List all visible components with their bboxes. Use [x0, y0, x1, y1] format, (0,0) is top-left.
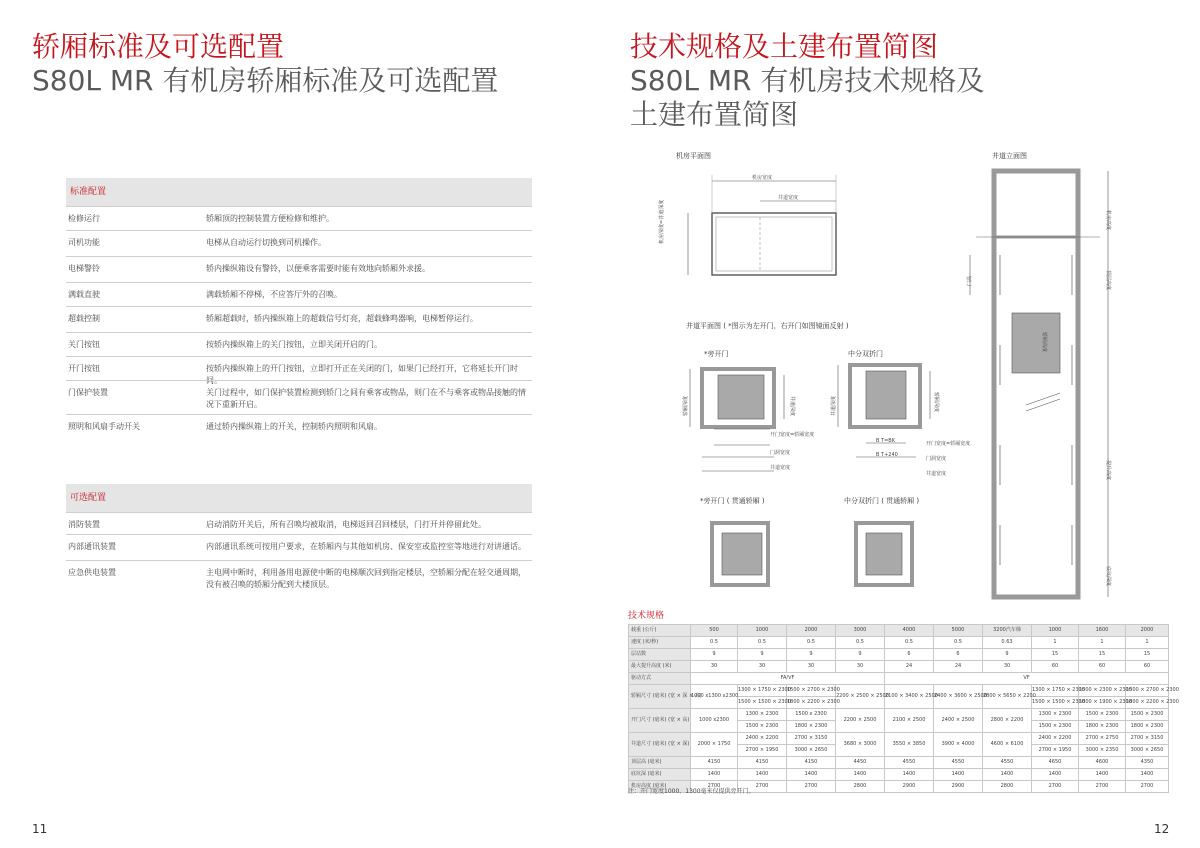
- table-cell: 2700 × 3150: [1126, 733, 1169, 745]
- table-cell: 9: [836, 649, 885, 661]
- right-subtitle-line2: 土建布置简图: [630, 98, 799, 131]
- table-cell: 4150: [738, 757, 787, 769]
- label-hw-width-side: 井道宽度: [770, 465, 791, 471]
- row-label: 顶层高 (毫米): [629, 757, 691, 769]
- table-row: [629, 685, 1169, 697]
- table-cell: 30: [983, 661, 1032, 673]
- feature-row: [66, 560, 532, 593]
- table-cell: 2900: [934, 781, 983, 793]
- row-label: 驱动方式: [629, 673, 691, 685]
- feature-row: [66, 414, 532, 435]
- label-bt-240: B T+240: [876, 452, 898, 458]
- layout-diagram: [660, 145, 1180, 605]
- table-cell: 4150: [691, 757, 738, 769]
- feature-description: 轿厢顶的控制装置方便检修和维护。: [206, 214, 334, 223]
- table-cell: 1000: [738, 625, 787, 637]
- table-cell: 2700: [787, 781, 836, 793]
- table-cell: 2400 × 3600 × 2500: [934, 685, 983, 709]
- table-cell: 30: [738, 661, 787, 673]
- table-cell: 4600: [1079, 757, 1126, 769]
- table-cell: 2700: [738, 781, 787, 793]
- page-number-left: 11: [32, 822, 48, 836]
- table-cell: 0.5: [885, 637, 934, 649]
- table-row: [629, 637, 1169, 649]
- feature-row: [66, 306, 532, 333]
- table-cell: 4600 × 6100: [983, 733, 1032, 757]
- table-cell: 9: [983, 649, 1032, 661]
- table-row: [629, 649, 1169, 661]
- spec-table-wrap: [628, 624, 1179, 793]
- table-cell: 1400: [885, 769, 934, 781]
- table-cell: 2700 × 1950: [738, 745, 787, 757]
- row-label: 最大提升高度 (米): [629, 661, 691, 673]
- label-side-open-through: *旁开门 ( 贯通轿厢 ): [700, 497, 765, 505]
- feature-name: 司机功能: [68, 238, 100, 247]
- label-hw-width: 井道宽度: [778, 195, 799, 201]
- table-cell: 1300 × 2300: [738, 709, 787, 721]
- table-cell: 1400: [934, 769, 983, 781]
- label-hoistway-plan: 井道平面图 ( *图示为左开门，右开门如图镜面反射 ): [686, 322, 849, 330]
- row-label: 载重 (公斤): [629, 625, 691, 637]
- table-cell: 2000: [1126, 625, 1169, 637]
- table-cell: 9: [691, 649, 738, 661]
- feature-name: 满载直驶: [68, 290, 100, 299]
- table-cell: 2700: [691, 781, 738, 793]
- table-row: [629, 757, 1169, 769]
- feature-name: 照明和风扇手动开关: [68, 422, 140, 431]
- table-cell: 2700 × 3150: [787, 733, 836, 745]
- spec-table: [628, 624, 1179, 793]
- table-cell: 2800 × 2200: [983, 709, 1032, 733]
- feature-description: 电梯从自动运行切换到司机操作。: [206, 238, 326, 247]
- feature-name: 消防装置: [68, 520, 100, 529]
- table-cell: 1300 × 1750 × 2300: [738, 685, 787, 697]
- table-cell: 4000: [885, 625, 934, 637]
- feature-row: [66, 256, 532, 283]
- feature-description: 按轿内操纵箱上的开门按钮，立即打开正在关闭的门，如果门已经打开，它将延长开门时间。: [206, 364, 518, 385]
- table-cell: 1300 × 1750 × 2300: [1032, 685, 1079, 697]
- label-door-width-side: 开门宽度=轿厢宽度: [770, 432, 815, 438]
- table-cell: 2400 × 2200: [1032, 733, 1079, 745]
- table-cell: 4150: [787, 757, 836, 769]
- feature-row: [66, 282, 532, 307]
- feature-description: 按轿内操纵箱上的关门按钮，立即关闭开启的门。: [206, 340, 382, 349]
- label-hw-width-center: 井道宽度: [926, 471, 947, 477]
- table-cell: 3900 × 4000: [934, 733, 983, 757]
- label-mr-depth: 机房深度=井道深度: [659, 199, 665, 244]
- table-cell: 3000: [836, 625, 885, 637]
- feature-name: 门保护装置: [68, 388, 108, 397]
- table-cell: 15: [1079, 649, 1126, 661]
- table-cell: 1800 × 1900 × 2300: [1079, 697, 1126, 709]
- table-cell: 2100 × 2500: [885, 709, 934, 733]
- table-cell: 2700: [1126, 781, 1169, 793]
- table-cell: 4550: [983, 757, 1032, 769]
- label-car-depth-side: 轿厢深度: [683, 395, 689, 416]
- table-cell: 60: [1126, 661, 1169, 673]
- table-row: [629, 625, 1169, 637]
- label-hw-depth-side: 井道深度: [789, 396, 795, 417]
- label-door-opening-side: 门洞宽度: [770, 450, 791, 456]
- feature-description: 轿内操纵箱设有警铃，以便乘客需要时能有效地向轿厢外求援。: [206, 264, 430, 273]
- right-subtitle-line1: S80L MR 有机房技术规格及: [630, 64, 985, 97]
- table-cell: 6: [885, 649, 934, 661]
- table-row: [629, 673, 1169, 685]
- row-label: 井道尺寸 (毫米) (宽 × 深): [629, 733, 691, 757]
- table-cell: 3000 × 2650: [1126, 745, 1169, 757]
- table-cell: 15: [1032, 649, 1079, 661]
- table-cell: 1400: [1126, 769, 1169, 781]
- table-cell: FA/VF: [691, 673, 885, 685]
- table-cell: 3000 × 2350: [1079, 745, 1126, 757]
- label-car-height: 轿厢高度: [1041, 332, 1047, 353]
- table-cell: 4650: [1032, 757, 1079, 769]
- standard-config-header: 标准配置: [66, 178, 532, 206]
- table-cell: 500: [691, 625, 738, 637]
- table-cell: 1000 x1300 x2300: [691, 685, 738, 709]
- machine-room-plan-outline: [712, 213, 836, 275]
- table-cell: 1500 × 2300: [1032, 721, 1079, 733]
- feature-name: 关门按钮: [68, 340, 100, 349]
- table-cell: 2000: [787, 625, 836, 637]
- label-pit-depth: 底坑深度: [1105, 566, 1111, 587]
- table-cell: 1400: [691, 769, 738, 781]
- standard-config-table: [66, 178, 532, 434]
- row-label: 机房高度 (毫米): [629, 781, 691, 793]
- table-cell: 1800 × 2200 × 2300: [1126, 697, 1169, 709]
- table-cell: 2100 × 3400 × 2500: [885, 685, 934, 709]
- table-cell: 60: [1079, 661, 1126, 673]
- table-cell: 15: [1126, 649, 1169, 661]
- table-cell: 3000 × 2650: [787, 745, 836, 757]
- label-mr-width: 机房宽度: [752, 175, 773, 181]
- table-cell: 1400: [1032, 769, 1079, 781]
- table-cell: 1: [1032, 637, 1079, 649]
- table-cell: 1800 × 2300: [1126, 721, 1169, 733]
- label-side-open: *旁开门: [704, 350, 729, 358]
- feature-name: 电梯警铃: [68, 264, 100, 273]
- table-cell: 0.5: [691, 637, 738, 649]
- optional-config-table: [66, 484, 532, 592]
- table-cell: 4550: [885, 757, 934, 769]
- table-cell: 2900: [885, 781, 934, 793]
- label-hw-depth-center: 井道深度: [831, 395, 837, 416]
- table-cell: 1500 × 1500 × 2300: [738, 697, 787, 709]
- label-travel: 提升高度: [1105, 460, 1111, 481]
- feature-name: 开门按钮: [68, 364, 100, 373]
- label-car-depth-center: 轿厢深度: [933, 392, 939, 413]
- feature-row: [66, 512, 532, 535]
- page-number-right: 12: [1154, 822, 1170, 836]
- row-label: 层站数: [629, 649, 691, 661]
- optional-config-header: 可选配置: [66, 484, 532, 512]
- spec-note: 注：开门宽度1000、1300毫米仅提供旁开门。: [628, 788, 755, 795]
- table-cell: 2000 × 1750: [691, 733, 738, 757]
- table-cell: 4450: [836, 757, 885, 769]
- right-title: 技术规格及土建布置简图: [630, 30, 939, 63]
- feature-row: [66, 380, 532, 415]
- table-row: [629, 733, 1169, 745]
- table-cell: 1000 x2300: [691, 709, 738, 733]
- feature-description: 内部通讯系统可按用户要求，在轿厢内与其他如机房、保安室或监控室等地进行对讲通话。: [206, 542, 526, 551]
- label-door-width-center: 开门宽度=轿厢宽度: [926, 441, 971, 447]
- table-cell: 24: [885, 661, 934, 673]
- table-cell: 1500 × 1500 × 2300: [1032, 697, 1079, 709]
- table-cell: VF: [885, 673, 1169, 685]
- table-cell: 2800: [983, 781, 1032, 793]
- table-cell: 2400 × 2200: [738, 733, 787, 745]
- table-cell: 1: [1126, 637, 1169, 649]
- table-cell: 30: [691, 661, 738, 673]
- table-cell: 30: [787, 661, 836, 673]
- feature-description: 满载轿厢不停梯，不应答厅外的召唤。: [206, 290, 342, 299]
- table-cell: 4550: [934, 757, 983, 769]
- table-row: [629, 661, 1169, 673]
- table-cell: 2700 × 1950: [1032, 745, 1079, 757]
- table-cell: 2700 × 2750: [1079, 733, 1126, 745]
- feature-description: 轿厢超载时，轿内操纵箱上的超载信号灯亮，超载蜂鸣器响，电梯暂停运行。: [206, 314, 478, 323]
- label-door-opening-center: 门洞宽度: [926, 456, 947, 462]
- table-cell: 1500 × 2700 × 2300: [787, 685, 836, 697]
- hoistway-elevation-outline: [994, 171, 1078, 597]
- table-cell: 4350: [1126, 757, 1169, 769]
- feature-row: [66, 206, 532, 231]
- table-cell: 24: [934, 661, 983, 673]
- label-top-height: 顶层高度: [1105, 270, 1111, 291]
- table-cell: 1: [1079, 637, 1126, 649]
- label-bt-bk: B T=BK: [876, 438, 895, 444]
- table-cell: 0.5: [836, 637, 885, 649]
- table-cell: 3200汽车梯: [983, 625, 1032, 637]
- label-hoistway-elevation: 井道立面图: [992, 152, 1027, 160]
- row-label: 速度 (米/秒): [629, 637, 691, 649]
- table-cell: 3680 × 3000: [836, 733, 885, 757]
- table-cell: 1400: [1079, 769, 1126, 781]
- table-cell: 1800 × 2300: [787, 721, 836, 733]
- feature-row: [66, 534, 532, 561]
- table-cell: 1000: [1032, 625, 1079, 637]
- table-cell: 1500 x 2300: [787, 709, 836, 721]
- feature-name: 超载控制: [68, 314, 100, 323]
- table-cell: 0.5: [787, 637, 836, 649]
- table-cell: 2800 × 5650 × 2200: [983, 685, 1032, 709]
- feature-description: 主电网中断时，利用备用电源使中断的电梯顺次回到指定楼层，空轿厢分配在轻交通周期，没有被召唤的轿厢分配到大楼顶层。: [206, 568, 526, 589]
- table-cell: 6: [934, 649, 983, 661]
- spec-title: 技术规格: [628, 611, 665, 621]
- table-cell: 2800: [836, 781, 885, 793]
- label-mr-height: 机房高度: [1105, 210, 1111, 231]
- table-cell: 1800 × 2300: [1079, 721, 1126, 733]
- table-cell: 3550 × 3850: [885, 733, 934, 757]
- row-label: 开门尺寸 (毫米) (宽 × 高): [629, 709, 691, 733]
- feature-description: 关门过程中，如门保护装置检测到轿门之间有乘客或物品，则门在不与乘客或物品接触的情况下重新开启。: [206, 388, 526, 409]
- table-cell: 1800 × 2200 × 2300: [787, 697, 836, 709]
- table-cell: 2700: [1032, 781, 1079, 793]
- left-title: 轿厢标准及可选配置: [32, 30, 285, 63]
- label-door-height: 门高: [967, 275, 973, 286]
- table-cell: 1400: [836, 769, 885, 781]
- feature-description: 通过轿内操纵箱上的开关，控制轿内照明和风扇。: [206, 422, 382, 431]
- table-cell: 1500 × 2700 × 2300: [1126, 685, 1169, 697]
- table-cell: 60: [1032, 661, 1079, 673]
- feature-row: [66, 332, 532, 357]
- row-label: 轿厢尺寸 (毫米) (宽 × 深 × 高): [629, 685, 691, 709]
- table-row: [629, 709, 1169, 721]
- table-cell: 9: [738, 649, 787, 661]
- feature-description: 启动消防开关后，所有召唤均被取消，电梯返回召回楼层，门打开并停留此处。: [206, 520, 486, 529]
- table-cell: 1500 × 2300 × 2300: [1079, 685, 1126, 697]
- feature-row: [66, 356, 532, 385]
- label-machine-room-plan: 机房平面图: [676, 152, 711, 160]
- table-cell: 9: [787, 649, 836, 661]
- table-cell: 1400: [983, 769, 1032, 781]
- label-center-open: 中分双折门: [848, 350, 883, 358]
- table-cell: 2200 × 2500 × 2500: [836, 685, 885, 709]
- table-cell: 2200 × 2500: [836, 709, 885, 733]
- table-cell: 30: [836, 661, 885, 673]
- table-cell: 0.5: [934, 637, 983, 649]
- table-row: [629, 769, 1169, 781]
- table-cell: 0.5: [738, 637, 787, 649]
- table-cell: 1500 × 2300: [738, 721, 787, 733]
- table-cell: 5000: [934, 625, 983, 637]
- feature-row: [66, 230, 532, 257]
- table-cell: 0.63: [983, 637, 1032, 649]
- feature-name: 内部通讯装置: [68, 542, 116, 551]
- table-cell: 2700: [1079, 781, 1126, 793]
- table-cell: 1500 × 2300: [1126, 709, 1169, 721]
- feature-name: 应急供电装置: [68, 568, 116, 577]
- table-cell: 1400: [738, 769, 787, 781]
- table-cell: 2400 × 2500: [934, 709, 983, 733]
- table-cell: 1500 × 2300: [1079, 709, 1126, 721]
- table-cell: 1600: [1079, 625, 1126, 637]
- label-center-open-through: 中分双折门 ( 贯通轿厢 ): [844, 497, 920, 505]
- left-subtitle: S80L MR 有机房轿厢标准及可选配置: [32, 64, 499, 97]
- row-label: 底坑深 (毫米): [629, 769, 691, 781]
- table-cell: 1300 × 2300: [1032, 709, 1079, 721]
- feature-name: 检修运行: [68, 214, 100, 223]
- table-cell: 1400: [787, 769, 836, 781]
